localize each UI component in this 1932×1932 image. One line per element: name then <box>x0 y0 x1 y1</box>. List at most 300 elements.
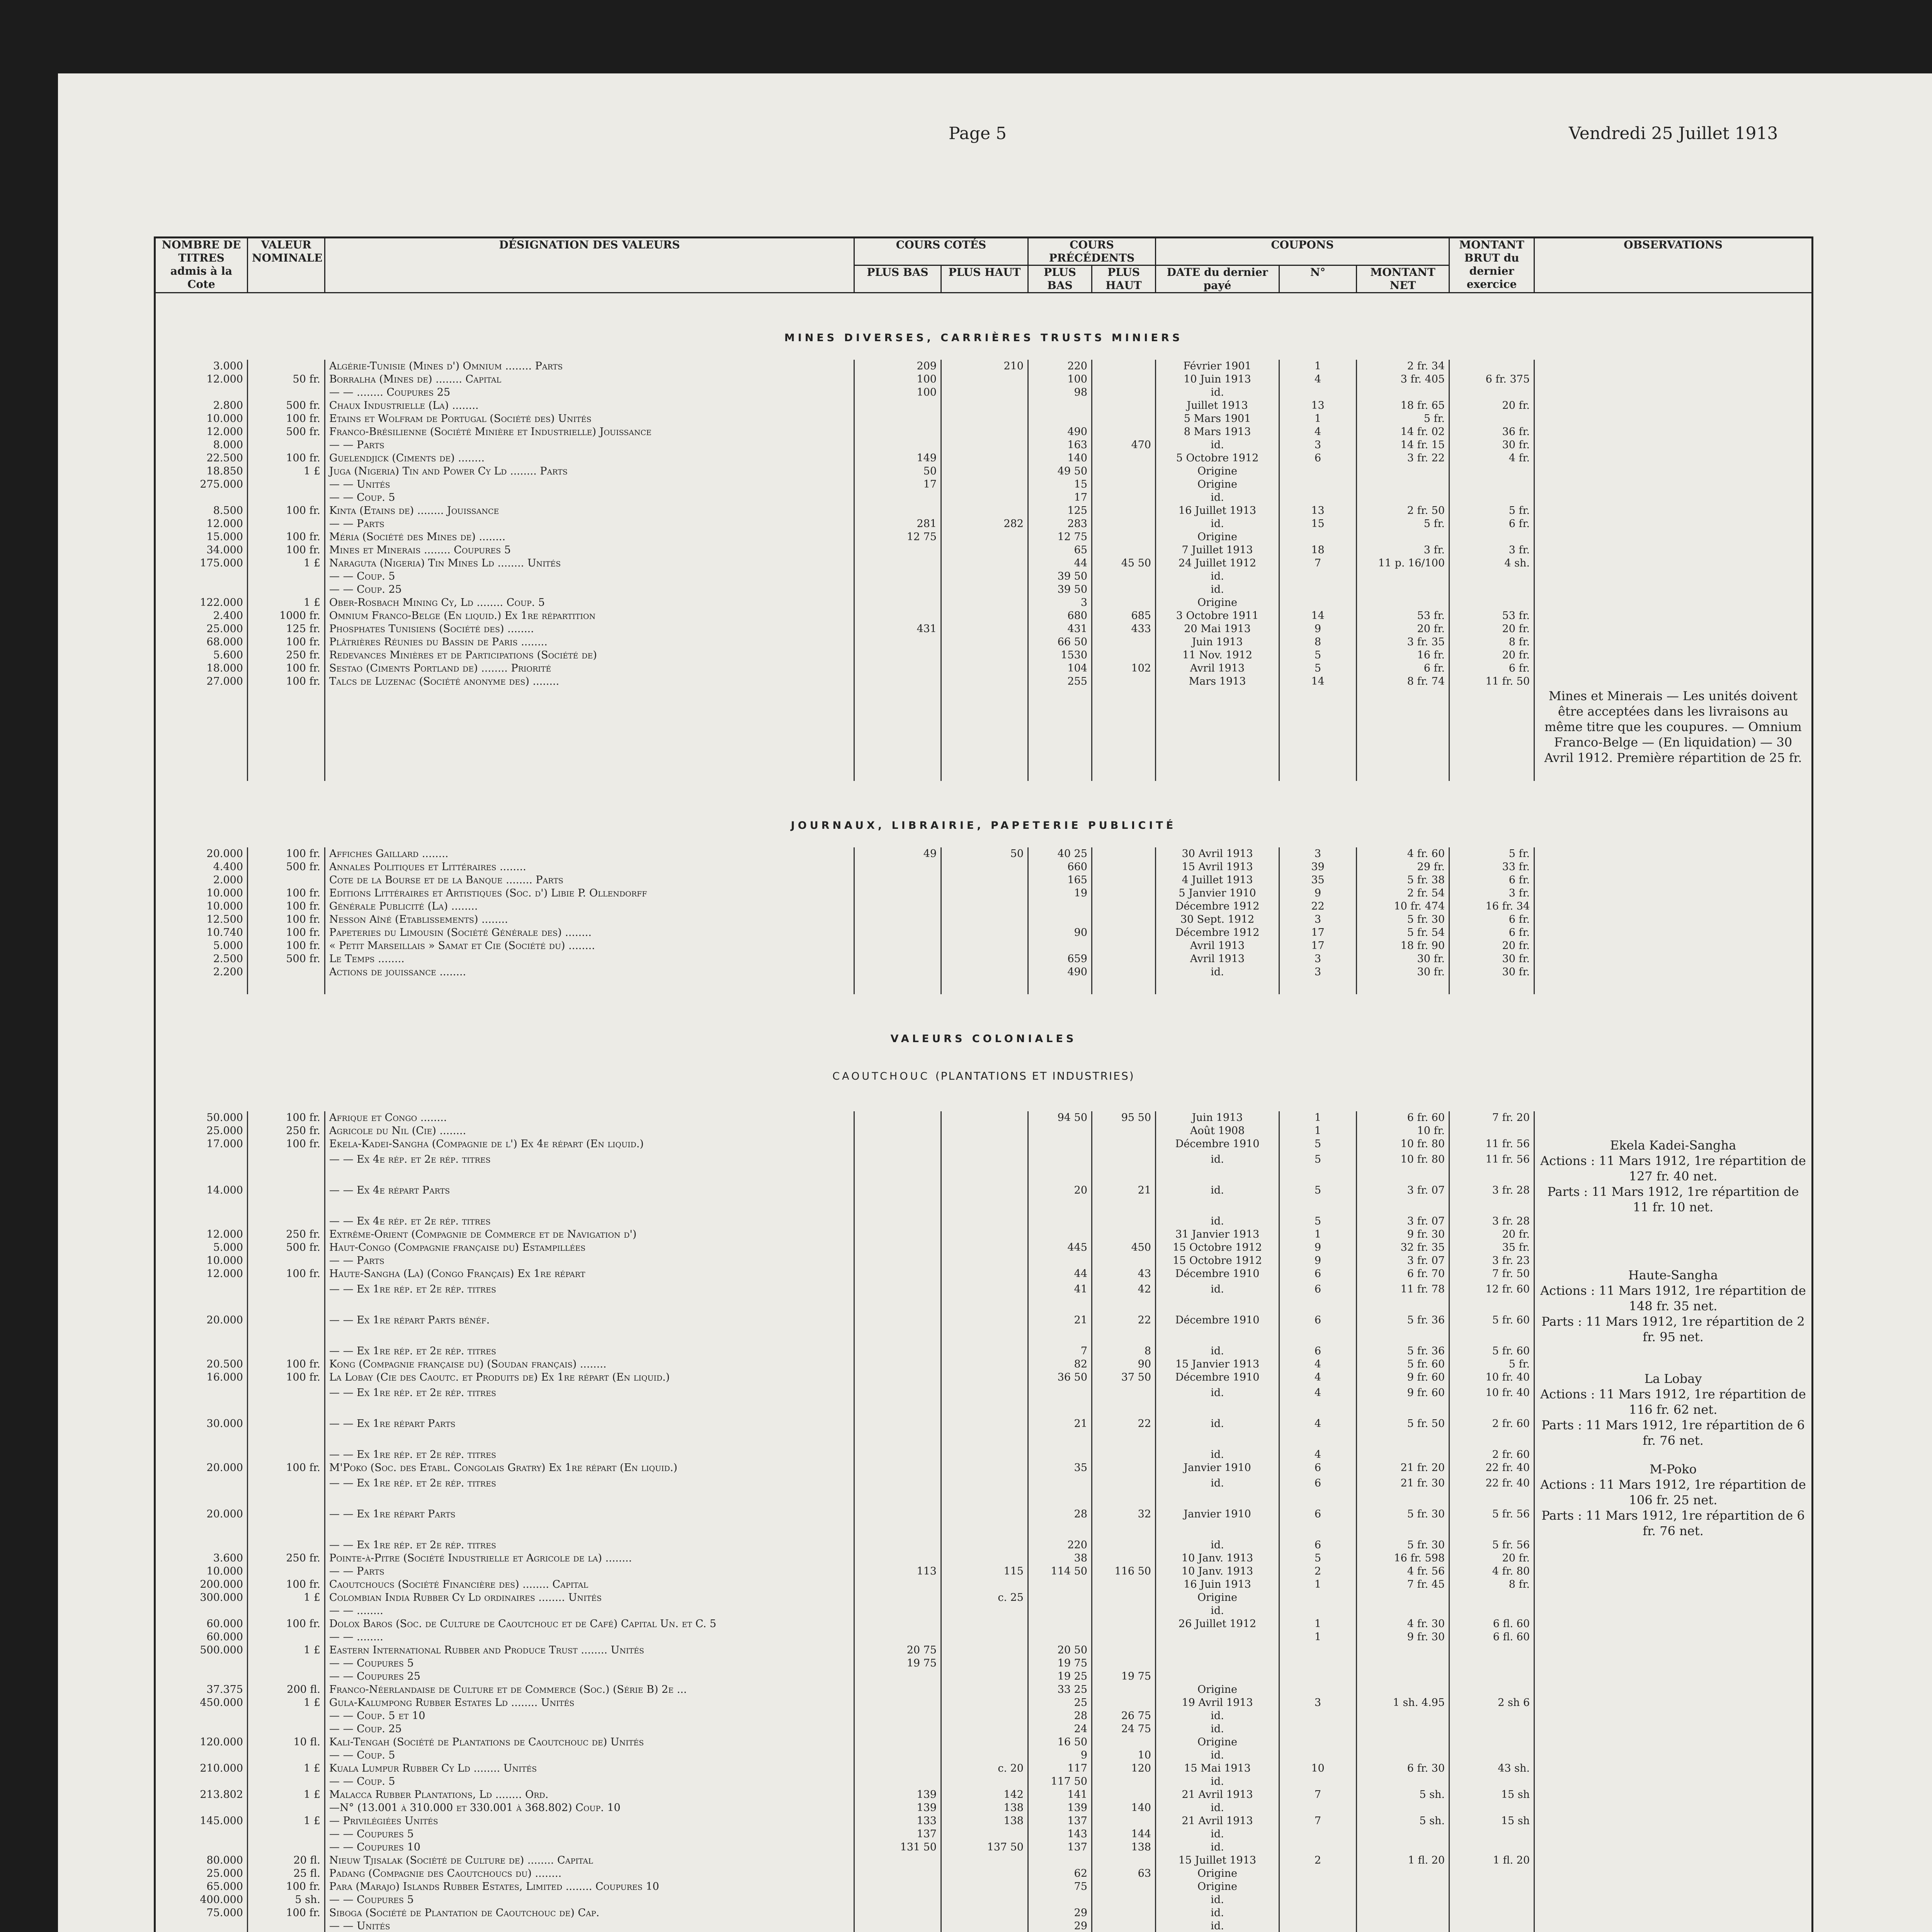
cell <box>1534 1241 1813 1254</box>
cell <box>325 688 854 765</box>
cell: 10.740 <box>155 926 248 939</box>
cell: 100 fr. <box>248 1138 325 1153</box>
cell <box>854 609 941 622</box>
cell <box>1534 1815 1813 1828</box>
cell <box>325 1828 854 1841</box>
cell <box>1449 478 1534 491</box>
cell <box>1357 1801 1449 1815</box>
cell: 16 Juillet 1913 <box>1156 504 1279 517</box>
cell: 500 fr. <box>248 399 325 412</box>
cell <box>1092 979 1156 994</box>
cell: 2.500 <box>155 952 248 966</box>
cell: 500 fr. <box>248 425 325 439</box>
cell <box>325 1670 854 1683</box>
cell: 2.800 <box>155 399 248 412</box>
cell <box>1449 1893 1534 1906</box>
cell: 490 <box>1028 425 1092 439</box>
cell <box>1092 1124 1156 1138</box>
cell <box>1357 765 1449 781</box>
cell <box>1092 1880 1156 1893</box>
designation-text: Mines et Minerais ........ Coupures 5 <box>329 544 511 556</box>
cell: 44 <box>1028 1267 1092 1283</box>
table-row <box>155 1709 1813 1723</box>
designation-text: — — Ex 1re rép. et 2e rép. titres <box>329 1387 496 1399</box>
cell <box>854 1749 941 1762</box>
cell: 660 <box>1028 861 1092 874</box>
cell <box>1092 966 1156 979</box>
cell <box>941 425 1028 439</box>
cell <box>248 583 325 596</box>
cell <box>1279 1723 1357 1736</box>
cell <box>1534 1254 1813 1267</box>
designation-text: Omnium Franco-Belge (En liquid.) Ex 1re répartition <box>329 610 596 622</box>
table-row <box>155 1314 1813 1345</box>
cell: 43 <box>1092 1267 1156 1283</box>
table-row <box>155 1854 1813 1867</box>
cell <box>325 765 854 781</box>
cell <box>1449 465 1534 478</box>
cell <box>1534 1358 1813 1371</box>
cell: 6 <box>1279 1461 1357 1477</box>
spacer-row <box>155 979 1813 994</box>
cell: 100 fr. <box>248 913 325 926</box>
table-row <box>155 847 1813 861</box>
cell <box>1534 1591 1813 1604</box>
cell: 283 <box>1028 517 1092 531</box>
cell: 500 fr. <box>248 952 325 966</box>
cell: 6 <box>1279 1314 1357 1345</box>
cell <box>854 1448 941 1461</box>
cell: 445 <box>1028 1241 1092 1254</box>
table-row <box>155 386 1813 399</box>
cell: 16.000 <box>155 1371 248 1386</box>
table-row <box>155 1578 1813 1591</box>
cell <box>1279 1893 1357 1906</box>
cell <box>1534 1604 1813 1617</box>
cell: 12.500 <box>155 913 248 926</box>
cell: 100 fr. <box>248 1358 325 1371</box>
table-row <box>155 609 1813 622</box>
cell <box>248 1184 325 1215</box>
designation-text: — — Ex 1re rép. et 2e rép. titres <box>329 1477 496 1489</box>
cell <box>1092 1920 1156 1932</box>
cell: 16 fr. <box>1357 649 1449 662</box>
cell: 35 <box>1279 874 1357 887</box>
cell <box>325 478 854 491</box>
cell <box>1092 1604 1156 1617</box>
cell: 117 <box>1028 1762 1092 1775</box>
cell: 4 <box>1279 1386 1357 1417</box>
cell <box>1092 504 1156 517</box>
cell <box>1279 1828 1357 1841</box>
cell: 3 fr. 35 <box>1357 636 1449 649</box>
cell: 41 <box>1028 1283 1092 1314</box>
cell: 28 <box>1028 1508 1092 1539</box>
cell: 14 fr. 02 <box>1357 425 1449 439</box>
cell: 20 fr. <box>1357 622 1449 636</box>
cell: 5.000 <box>155 939 248 952</box>
designation-text: Ober-Rosbach Mining Cy, Ld ........ Coup. 5 <box>329 597 545 609</box>
cell <box>1534 1124 1813 1138</box>
cell <box>248 1386 325 1417</box>
cell <box>325 544 854 557</box>
cell <box>1092 1854 1156 1867</box>
cell <box>1534 979 1813 994</box>
cell: id. <box>1156 583 1279 596</box>
cell: 4 <box>1279 1371 1357 1386</box>
cell <box>325 1552 854 1565</box>
cell: 20 fr. <box>1449 399 1534 412</box>
cell <box>854 596 941 609</box>
designation-text: — — Coup. 5 <box>329 1776 395 1787</box>
cell <box>941 1228 1028 1241</box>
cell: 15 Juillet 1913 <box>1156 1854 1279 1867</box>
designation-text: Guelendjick (Ciments de) ........ <box>329 452 485 464</box>
cell: 3 <box>1279 913 1357 926</box>
cell: 25 <box>1028 1696 1092 1709</box>
table-row <box>155 531 1813 544</box>
cell <box>325 1184 854 1215</box>
cell: id. <box>1156 1477 1279 1508</box>
cell: 102 <box>1092 662 1156 675</box>
cell <box>854 399 941 412</box>
cell <box>941 1461 1028 1477</box>
cell <box>941 1124 1028 1138</box>
designation-text: Chaux Industrielle (La) ........ <box>329 400 479 412</box>
cell <box>1449 765 1534 781</box>
cell <box>1028 1631 1092 1644</box>
cell <box>248 1841 325 1854</box>
cell <box>941 874 1028 887</box>
cell <box>248 874 325 887</box>
cell <box>1534 517 1813 531</box>
cell <box>325 373 854 386</box>
cell: 30 Sept. 1912 <box>1156 913 1279 926</box>
cell <box>941 926 1028 939</box>
cell: 137 50 <box>941 1841 1028 1854</box>
cell: 2.000 <box>155 874 248 887</box>
cell <box>1357 1920 1449 1932</box>
cell: Février 1901 <box>1156 360 1279 373</box>
cell <box>941 386 1028 399</box>
cell: 1 £ <box>248 465 325 478</box>
cell <box>941 609 1028 622</box>
cell <box>1534 765 1813 781</box>
cell: 4 <box>1279 1358 1357 1371</box>
cell <box>854 1111 941 1124</box>
cell: 2 fr. 34 <box>1357 360 1449 373</box>
col-designation: DÉSIGNATION DES VALEURS <box>325 238 854 293</box>
cell <box>1028 1124 1092 1138</box>
cell: id. <box>1156 1828 1279 1841</box>
cell <box>325 662 854 675</box>
cell: Janvier 1910 <box>1156 1508 1279 1539</box>
cell: id. <box>1156 1345 1279 1358</box>
cell <box>854 1867 941 1880</box>
cell: 26 75 <box>1092 1709 1156 1723</box>
table-row <box>155 399 1813 412</box>
cell: 22 fr. 40 <box>1449 1461 1534 1477</box>
cell <box>941 913 1028 926</box>
cell <box>854 1670 941 1683</box>
cell: 6 <box>1279 1508 1357 1539</box>
cell: 2 <box>1279 1565 1357 1578</box>
cell: Origine <box>1156 531 1279 544</box>
cell <box>1534 425 1813 439</box>
cell: 10 Juin 1913 <box>1156 373 1279 386</box>
cell <box>1028 1138 1092 1153</box>
cell: 5 fr. 30 <box>1357 1539 1449 1552</box>
cell <box>1449 1670 1534 1683</box>
spacer-row <box>155 765 1813 781</box>
cell <box>1357 491 1449 504</box>
observation-note: Mines et Minerais — Les unités doivent être acceptées dans les livraisons au même titre que les coupures. — Omnium Franco-Belge — (En liquidation) — 30 Avril 1912. Première répartition de 25 fr. <box>1534 688 1813 765</box>
cell: 15 Janvier 1913 <box>1156 1358 1279 1371</box>
cell <box>854 939 941 952</box>
cell <box>1534 412 1813 425</box>
cell <box>1028 979 1092 994</box>
table-row <box>155 1604 1813 1617</box>
table-row <box>155 1880 1813 1893</box>
cell: 6 <box>1279 1477 1357 1508</box>
cell <box>1092 952 1156 966</box>
designation-text: — — Ex 1re répart Parts bénéf. <box>329 1314 490 1326</box>
cell: 32 <box>1092 1508 1156 1539</box>
cell <box>1357 1644 1449 1657</box>
col-plus-bas: PLUS BAS <box>854 265 941 293</box>
cell <box>1279 1644 1357 1657</box>
cell: 10.000 <box>155 900 248 913</box>
cell <box>248 979 325 994</box>
designation-text: — — Ex 1re rép. et 2e rép. titres <box>329 1345 496 1357</box>
table-row <box>155 1267 1813 1283</box>
cell <box>1092 1228 1156 1241</box>
cell <box>1534 570 1813 583</box>
cell: id. <box>1156 1801 1279 1815</box>
cell: Avril 1913 <box>1156 952 1279 966</box>
cell <box>941 1314 1028 1345</box>
cell: 60.000 <box>155 1631 248 1644</box>
table-row <box>155 504 1813 517</box>
cell: 2.400 <box>155 609 248 622</box>
cell <box>1028 1604 1092 1617</box>
cell: 100 fr. <box>248 1880 325 1893</box>
cell: 30 fr. <box>1449 952 1534 966</box>
cell <box>325 425 854 439</box>
designation-text: — — Ex 4e rép. et 2e rép. titres <box>329 1215 491 1227</box>
cell: 282 <box>941 517 1028 531</box>
cell <box>1449 1906 1534 1920</box>
cell: 9 <box>1279 622 1357 636</box>
cell: 12.000 <box>155 373 248 386</box>
cell <box>941 1448 1028 1461</box>
cell: 5 <box>1279 662 1357 675</box>
cell <box>854 1461 941 1477</box>
cell: Décembre 1910 <box>1156 1138 1279 1153</box>
cell <box>248 1417 325 1448</box>
cell <box>325 570 854 583</box>
cell <box>325 1841 854 1854</box>
cell: 100 fr. <box>248 1906 325 1920</box>
cell <box>325 1138 854 1153</box>
cell: 4 fr. <box>1449 452 1534 465</box>
cell: 19 75 <box>1028 1657 1092 1670</box>
cell <box>1534 1657 1813 1670</box>
table-row <box>155 1841 1813 1854</box>
cell <box>155 979 248 994</box>
cell <box>1357 1893 1449 1906</box>
designation-text: Colombian India Rubber Cy Ld ordinaires ........ Unités <box>329 1592 602 1604</box>
cell <box>941 1241 1028 1254</box>
cell <box>325 1358 854 1371</box>
section-title: VALEURS COLONIALES <box>155 994 1813 1061</box>
table-row <box>155 649 1813 662</box>
cell: 114 50 <box>1028 1565 1092 1578</box>
cell: 7 fr. 20 <box>1449 1111 1534 1124</box>
designation-text: — — Coupures 25 <box>329 1670 421 1682</box>
cell <box>325 1775 854 1788</box>
cell: 5 fr. 60 <box>1449 1314 1534 1345</box>
cell: 431 <box>854 622 941 636</box>
cell <box>1534 1539 1813 1552</box>
table-row <box>155 452 1813 465</box>
cell <box>941 465 1028 478</box>
table-row <box>155 861 1813 874</box>
cell <box>1092 517 1156 531</box>
designation-text: M'Poko (Soc. des Etabl. Congolais Gratry) Ex 1re répart (En liquid.) <box>329 1462 678 1474</box>
cell <box>1534 504 1813 517</box>
table-row <box>155 1138 1813 1153</box>
table-row <box>155 1358 1813 1371</box>
cell <box>941 1267 1028 1283</box>
table-row <box>155 1867 1813 1880</box>
cell <box>325 1283 854 1314</box>
cell: 5 fr. 50 <box>1357 1417 1449 1448</box>
cell: 7 <box>1028 1345 1092 1358</box>
cell: 255 <box>1028 675 1092 688</box>
designation-text: Naraguta (Nigeria) Tin Mines Ld ........ Unités <box>329 557 561 569</box>
cell: 6 fl. 60 <box>1449 1631 1534 1644</box>
cell: Parts : 11 Mars 1912, 1re répartition de 2 fr. 95 net. <box>1534 1314 1813 1345</box>
cell: 5 <box>1279 649 1357 662</box>
cell <box>941 452 1028 465</box>
cell <box>1357 1657 1449 1670</box>
cell <box>325 1124 854 1138</box>
cell <box>1357 1736 1449 1749</box>
cell <box>941 1683 1028 1696</box>
cell: 100 <box>854 386 941 399</box>
cell: 20 fr. <box>1449 939 1534 952</box>
cell <box>854 1124 941 1138</box>
table-row <box>155 1617 1813 1631</box>
cell <box>1092 765 1156 781</box>
cell: 29 fr. <box>1357 861 1449 874</box>
cell <box>941 1371 1028 1386</box>
table-row <box>155 939 1813 952</box>
cell <box>325 1345 854 1358</box>
cell <box>1534 1215 1813 1228</box>
designation-text: Gula-Kalumpong Rubber Estates Ld ........ Unités <box>329 1697 575 1709</box>
cell <box>248 491 325 504</box>
cell <box>1357 1749 1449 1762</box>
cell: 8 fr. 74 <box>1357 675 1449 688</box>
cell <box>854 900 941 913</box>
cell <box>1092 1552 1156 1565</box>
table-row <box>155 596 1813 609</box>
cell: 17 <box>1279 939 1357 952</box>
cell <box>941 1552 1028 1565</box>
designation-text: Plâtrières Réunies du Bassin de Paris ........ <box>329 636 548 648</box>
cell <box>1279 979 1357 994</box>
cell: 2 fr. 60 <box>1449 1417 1534 1448</box>
cell <box>325 1539 854 1552</box>
cell <box>1092 1788 1156 1801</box>
cell: Parts : 11 Mars 1912, 1re répartition de 11 fr. 10 net. <box>1534 1184 1813 1215</box>
cell <box>854 557 941 570</box>
cell: 100 fr. <box>248 1578 325 1591</box>
cell <box>1534 887 1813 900</box>
cell: 220 <box>1028 360 1092 373</box>
cell: Janvier 1910 <box>1156 1461 1279 1477</box>
cell <box>854 1723 941 1736</box>
cell <box>941 1854 1028 1867</box>
table-row <box>155 1184 1813 1215</box>
cell: Origine <box>1156 1880 1279 1893</box>
cell <box>854 1184 941 1215</box>
cell <box>1279 583 1357 596</box>
cell <box>1534 583 1813 596</box>
cell: Origine <box>1156 478 1279 491</box>
cell <box>1534 675 1813 688</box>
cell <box>325 1631 854 1644</box>
cell <box>941 966 1028 979</box>
cell: 5 sh. <box>1357 1788 1449 1801</box>
cell: 27.000 <box>155 675 248 688</box>
cell <box>325 1749 854 1762</box>
cell: 5 <box>1279 1184 1357 1215</box>
cell: 21 fr. 20 <box>1357 1461 1449 1477</box>
cell <box>325 926 854 939</box>
cell <box>1028 1617 1092 1631</box>
cell <box>1449 1920 1534 1932</box>
table-row <box>155 675 1813 688</box>
cell <box>1534 1788 1813 1801</box>
cell: 12.000 <box>155 1228 248 1241</box>
table-row <box>155 360 1813 373</box>
cell <box>941 1508 1028 1539</box>
cell: 12 75 <box>1028 531 1092 544</box>
cell <box>941 1617 1028 1631</box>
cell <box>155 1604 248 1617</box>
cell <box>1156 1657 1279 1670</box>
cell: 22 <box>1092 1314 1156 1345</box>
designation-text: Extrême-Orient (Compagnie de Commerce et de Navigation d') <box>329 1228 637 1240</box>
cell: 250 fr. <box>248 1552 325 1565</box>
cell: 18 fr. 65 <box>1357 399 1449 412</box>
cell <box>1092 1153 1156 1184</box>
cell <box>941 622 1028 636</box>
section-subtitle-text: CAOUTCHOUC <box>832 1070 935 1082</box>
cell: id. <box>1156 386 1279 399</box>
cell: 26 Juillet 1912 <box>1156 1617 1279 1631</box>
cell: 37 50 <box>1092 1371 1156 1386</box>
cell: M-Poko <box>1534 1461 1813 1477</box>
cell <box>1279 1867 1357 1880</box>
cell <box>854 1762 941 1775</box>
cell: 39 <box>1279 861 1357 874</box>
cell: 8 Mars 1913 <box>1156 425 1279 439</box>
cell: 6 <box>1279 452 1357 465</box>
